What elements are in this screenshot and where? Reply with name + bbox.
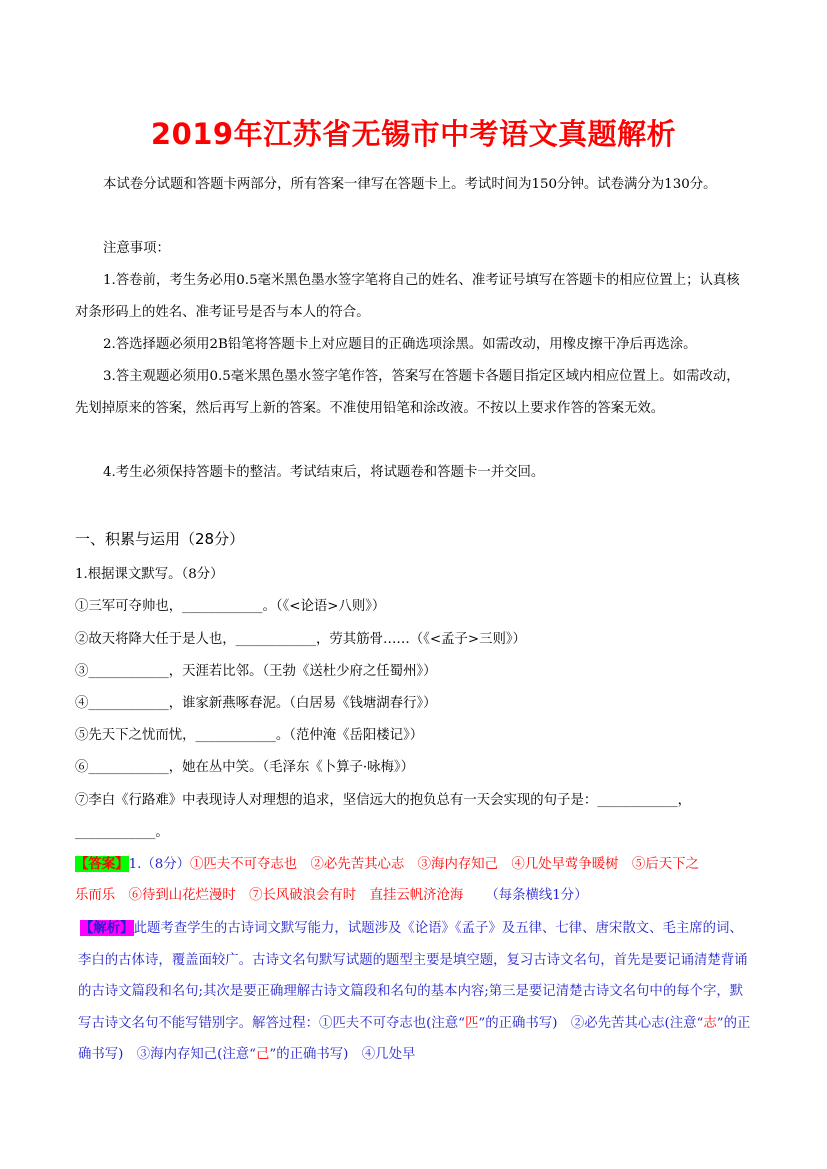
question-item-7-cont: ____________。 <box>75 825 169 840</box>
question-item-4: ④____________，谁家新燕啄春泥。（白居易《钱塘湖春行》） <box>75 696 437 711</box>
answer-score: 1.（8分） <box>128 857 191 872</box>
question-item-6: ⑥____________，她在丛中笑。（毛泽东《卜算子·咏梅》） <box>75 760 415 775</box>
explanation-text-d: ”的正确书写) ④几处早 <box>269 1047 416 1062</box>
question-item-3: ③____________，天涯若比邻。（王勃《送杜少府之任蜀州》） <box>75 664 437 679</box>
notice-2: 2.答选择题必须用2B铅笔将答题卡上对应题目的正确选项涂黑。如需改动，用橡皮擦干净后再选涂。 <box>103 337 697 352</box>
explanation-highlight-2: 志 <box>703 1015 717 1031</box>
question-item-1: ①三军可夺帅也，____________。（《<论语>八则》） <box>75 599 386 614</box>
question-item-2: ②故天将降大任于是人也，____________，劳其筋骨……（《<孟子>三则》） <box>75 632 526 647</box>
answer-block <box>75 849 755 911</box>
explanation-highlight-1: 匹 <box>465 1015 479 1031</box>
question-item-5: ⑤先天下之忧而忧，____________。（范仲淹《岳阳楼记》） <box>75 728 424 743</box>
notice-1: 1.答卷前，考生务必用0.5毫米黑色墨水签字笔将自己的姓名、准考证号填写在答题卡的相应位置上；认真核对条形码上的姓名、准考证号是否与本人的符合。 <box>75 273 740 320</box>
answer-tag: 【答案】 <box>75 856 129 872</box>
notice-4: 4.考生必须保持答题卡的整洁。考试结束后，将试题卷和答题卡一并交回。 <box>103 465 545 480</box>
explanation-highlight-3: 己 <box>255 1047 270 1062</box>
question-item-7: ⑦李白《行路难》中表现诗人对理想的追求，坚信远大的抱负总有一天会实现的句子是：____________， <box>75 793 691 808</box>
explanation-tag: 【解析】 <box>80 920 134 936</box>
explanation-text-a: 此题考查学生的古诗词文默写能力，试题涉及《论语》《孟子》及五律、七律、唐宋散文、毛主席的词、李白的古体诗，覆盖面较广。古诗文名句默写试题的题型主要是填空题，复习古诗文名句，首先是要记诵清楚背诵的古诗文篇段和名句;其次是要正确理解古诗文篇段和名句的基本内容;第三是要记清楚古诗文名句中的每个字，默写古诗文名句不能写错别字。解答过程：①匹夫不可夺志也(注意“ <box>78 921 748 1031</box>
intro-paragraph: 本试卷分试题和答题卡两部分，所有答案一律写在答题卡上。考试时间为150分钟。试卷满分为130分。 <box>103 177 717 192</box>
section-heading: 一、积累与运用（28分） <box>75 530 245 548</box>
question-stem: 1.根据课文默写。（8分） <box>75 567 224 582</box>
answer-line-2: 乐而乐 ⑥待到山花烂漫时 ⑦长风破浪会有时 直挂云帆济沧海 <box>75 888 464 903</box>
notice-heading: 注意事项： <box>103 241 170 256</box>
page-title: 2019年江苏省无锡市中考语文真题解析 <box>150 117 677 151</box>
notice-3: 3.答主观题必须用0.5毫米黑色墨水签字笔作答，答案写在答题卡各题目指定区域内相应位置上。如需改动，先划掉原来的答案，然后再写上新的答案。不准使用铅笔和涂改液。不按以上要求作答的答案无效。 <box>75 369 740 416</box>
answer-line-1: ①匹夫不可夺志也 ②必先苦其心志 ③海内存知己 ④几处早莺争暖树 ⑤后天下之 <box>190 857 699 872</box>
explanation-text-c: ”的正确书写) ③海内存知己(注意“ <box>78 1015 751 1062</box>
explanation-text-b: ”的正确书写) ②必先苦其心志(注意“ <box>478 1015 704 1031</box>
explanation-block <box>78 913 754 1071</box>
answer-scoring-note: （每条横线1分） <box>485 888 588 903</box>
